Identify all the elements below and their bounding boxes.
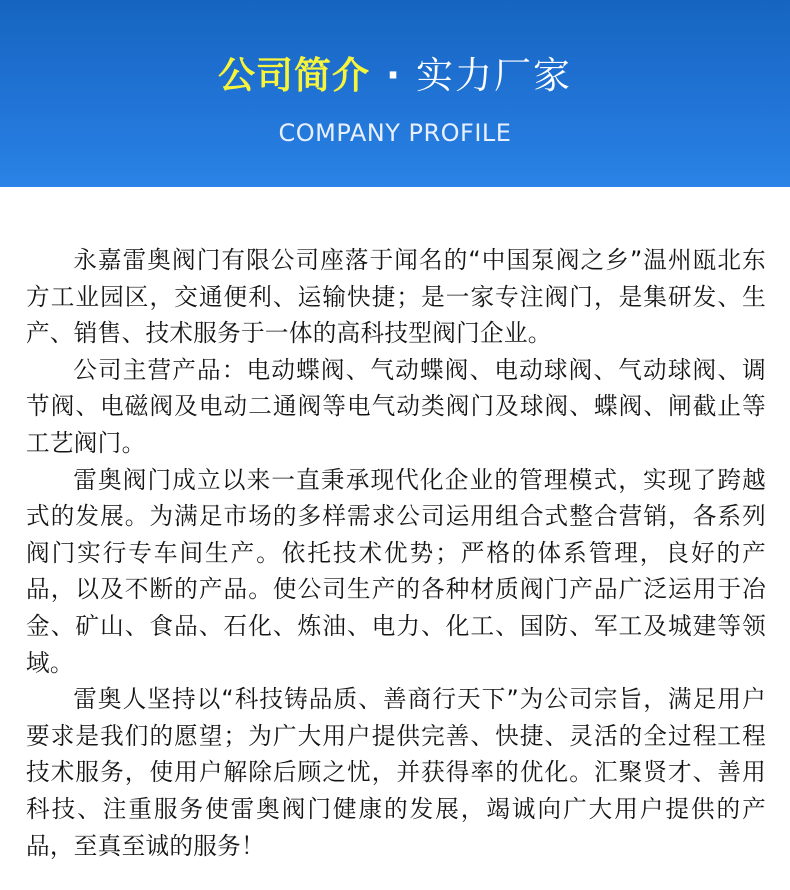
profile-paragraph-development: 雷奥阀门成立以来一直秉承现代化企业的管理模式，实现了跨越式的发展。为满足市场的多样需求公司运用组合式整合营销，各系列阀门实行专车间生产。依托技术优势；严格的体系管理，良好的产品，以及不断的产品。使公司生产的各种材质阀门产品广泛运用于冶金、矿山、食品、石化、炼油、电力、化工、国防、军工及城建等领域。 [26,465,766,677]
profile-body [26,242,766,864]
profile-paragraph-mission: 雷奥人坚持以“科技铸品质、善商行天下”为公司宗旨，满足用户要求是我们的愿望；为广大用户提供完善、快捷、灵活的全过程工程技术服务，使用户解除后顾之忧，并获得率的优化。汇聚贤才、善用科技、注重服务使雷奥阀门健康的发展，竭诚向广大用户提供的产品，至真至诚的服务！ [26,685,766,860]
title-separator-dot: · [385,54,401,97]
profile-paragraph-intro: 永嘉雷奥阀门有限公司座落于闻名的“中国泵阀之乡”温州瓯北东方工业园区，交通便利、运输快捷；是一家专注阀门，是集研发、生产、销售、技术服务于一体的高科技型阀门企业。 [26,246,766,348]
header-banner [0,0,790,187]
page-subtitle: COMPANY PROFILE [278,119,512,147]
title-sub: 实力厂家 [416,54,573,97]
profile-paragraph-products: 公司主营产品：电动蝶阀、气动蝶阀、电动球阀、气动球阀、调节阀、电磁阀及电动二通阀等电气动类阀门及球阀、蝶阀、闸截止等工艺阀门。 [26,355,766,457]
title-main: 公司简介 [217,54,370,97]
page-title [0,50,790,102]
